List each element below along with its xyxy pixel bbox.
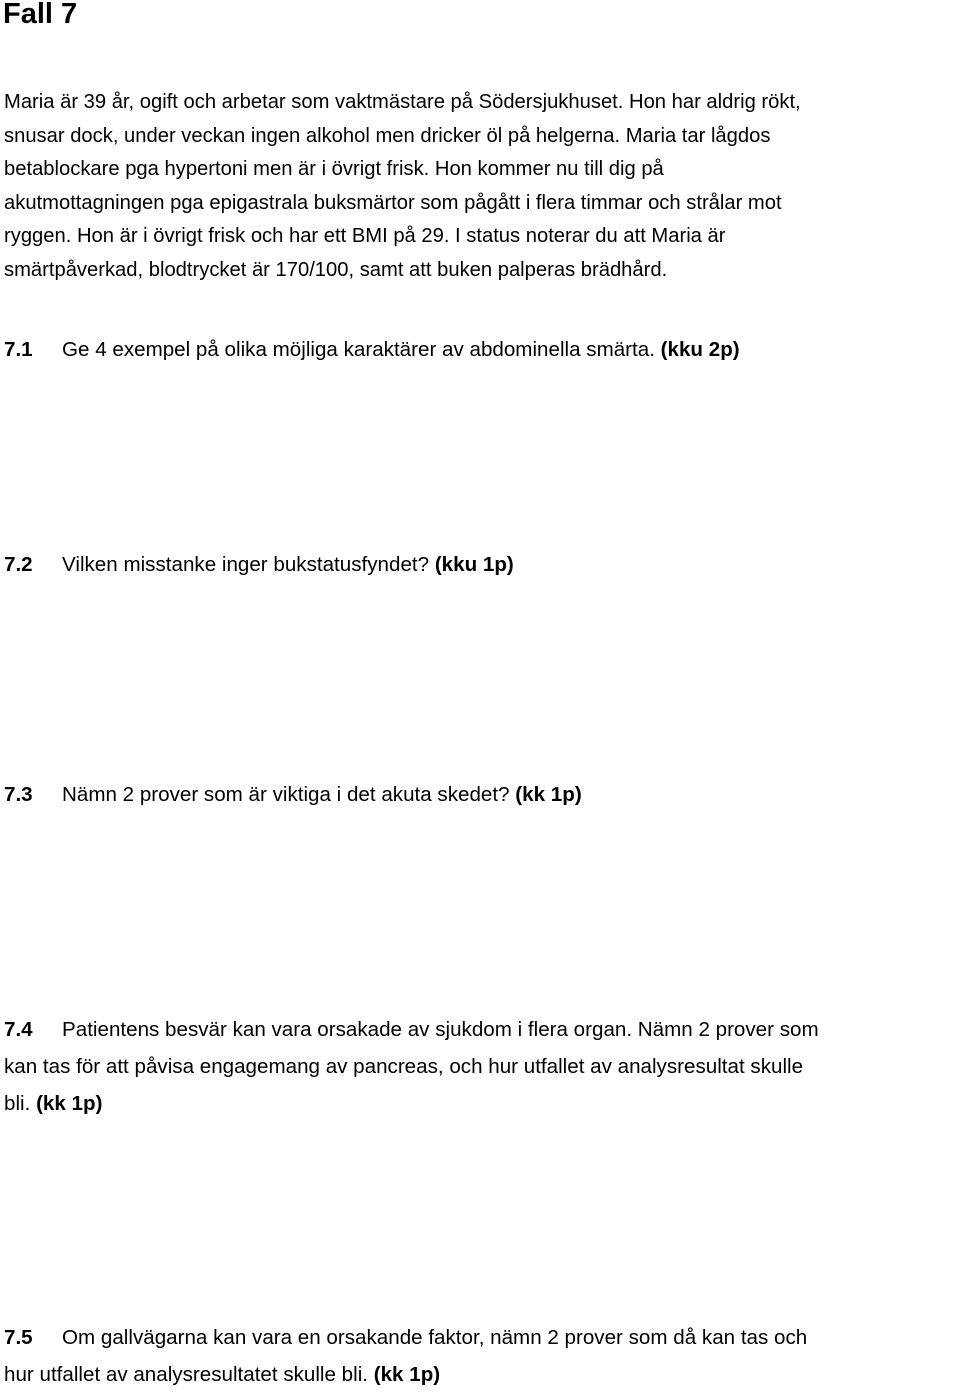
case-title: Fall 7: [3, 0, 78, 30]
question-7-5: [4, 1319, 956, 1393]
question-text: Nämn 2 prover som är viktiga i det akuta skedet?: [62, 783, 510, 806]
question-7-3: [4, 776, 956, 813]
question-points: (kku 1p): [434, 553, 514, 576]
question-number: 7.2: [4, 553, 33, 576]
case-line: betablockare pga hypertoni men är i övrigt frisk. Hon kommer nu till dig på: [4, 158, 664, 180]
question-line: [4, 1319, 956, 1356]
case-line: snusar dock, under veckan ingen alkohol men dricker öl på helgerna. Maria tar lågdos: [4, 124, 771, 147]
question-number: 7.1: [4, 338, 33, 361]
question-points: (kk 1p): [373, 1363, 441, 1386]
case-description: [4, 86, 960, 287]
question-text: Vilken misstanke inger bukstatusfyndet?: [62, 553, 430, 576]
case-line: smärtpåverkad, blodtrycket är 170/100, samt att buken palperas brädhård.: [4, 258, 668, 281]
case-line: akutmottagningen pga epigastrala buksmärtor som pågått i flera timmar och strålar mot: [4, 191, 782, 214]
question-7-1: [4, 331, 956, 368]
question-points: (kku 2p): [660, 338, 740, 361]
question-text: Ge 4 exempel på olika möjliga karaktärer av abdominella smärta.: [62, 338, 655, 361]
question-number: 7.4: [4, 1018, 33, 1041]
question-7-4: [4, 1011, 956, 1122]
question-line: kan tas för att påvisa engagemang av pancreas, och hur utfallet av analysresultat skulle: [4, 1055, 804, 1078]
case-line: Maria är 39 år, ogift och arbetar som vaktmästare på Södersjukhuset. Hon har aldrig rökt,: [4, 91, 801, 113]
question-points: (kk 1p): [515, 783, 582, 806]
question-points: (kk 1p): [36, 1092, 103, 1115]
question-text: Om gallvägarna kan vara en orsakande faktor, nämn 2 prover som då kan tas och: [62, 1326, 808, 1349]
question-number: 7.5: [4, 1326, 33, 1349]
question-line: [4, 1356, 956, 1393]
question-text: bli.: [4, 1092, 31, 1115]
case-line: ryggen. Hon är i övrigt frisk och har ett BMI på 29. I status noterar du att Maria är: [4, 225, 726, 247]
question-7-2: [4, 546, 956, 583]
question-line: [4, 1011, 956, 1048]
question-text: Patientens besvär kan vara orsakade av sjukdom i flera organ. Nämn 2 prover som: [62, 1018, 819, 1041]
question-number: 7.3: [4, 783, 33, 806]
question-line: [4, 1085, 956, 1122]
question-text: hur utfallet av analysresultatet skulle bli.: [4, 1363, 369, 1386]
